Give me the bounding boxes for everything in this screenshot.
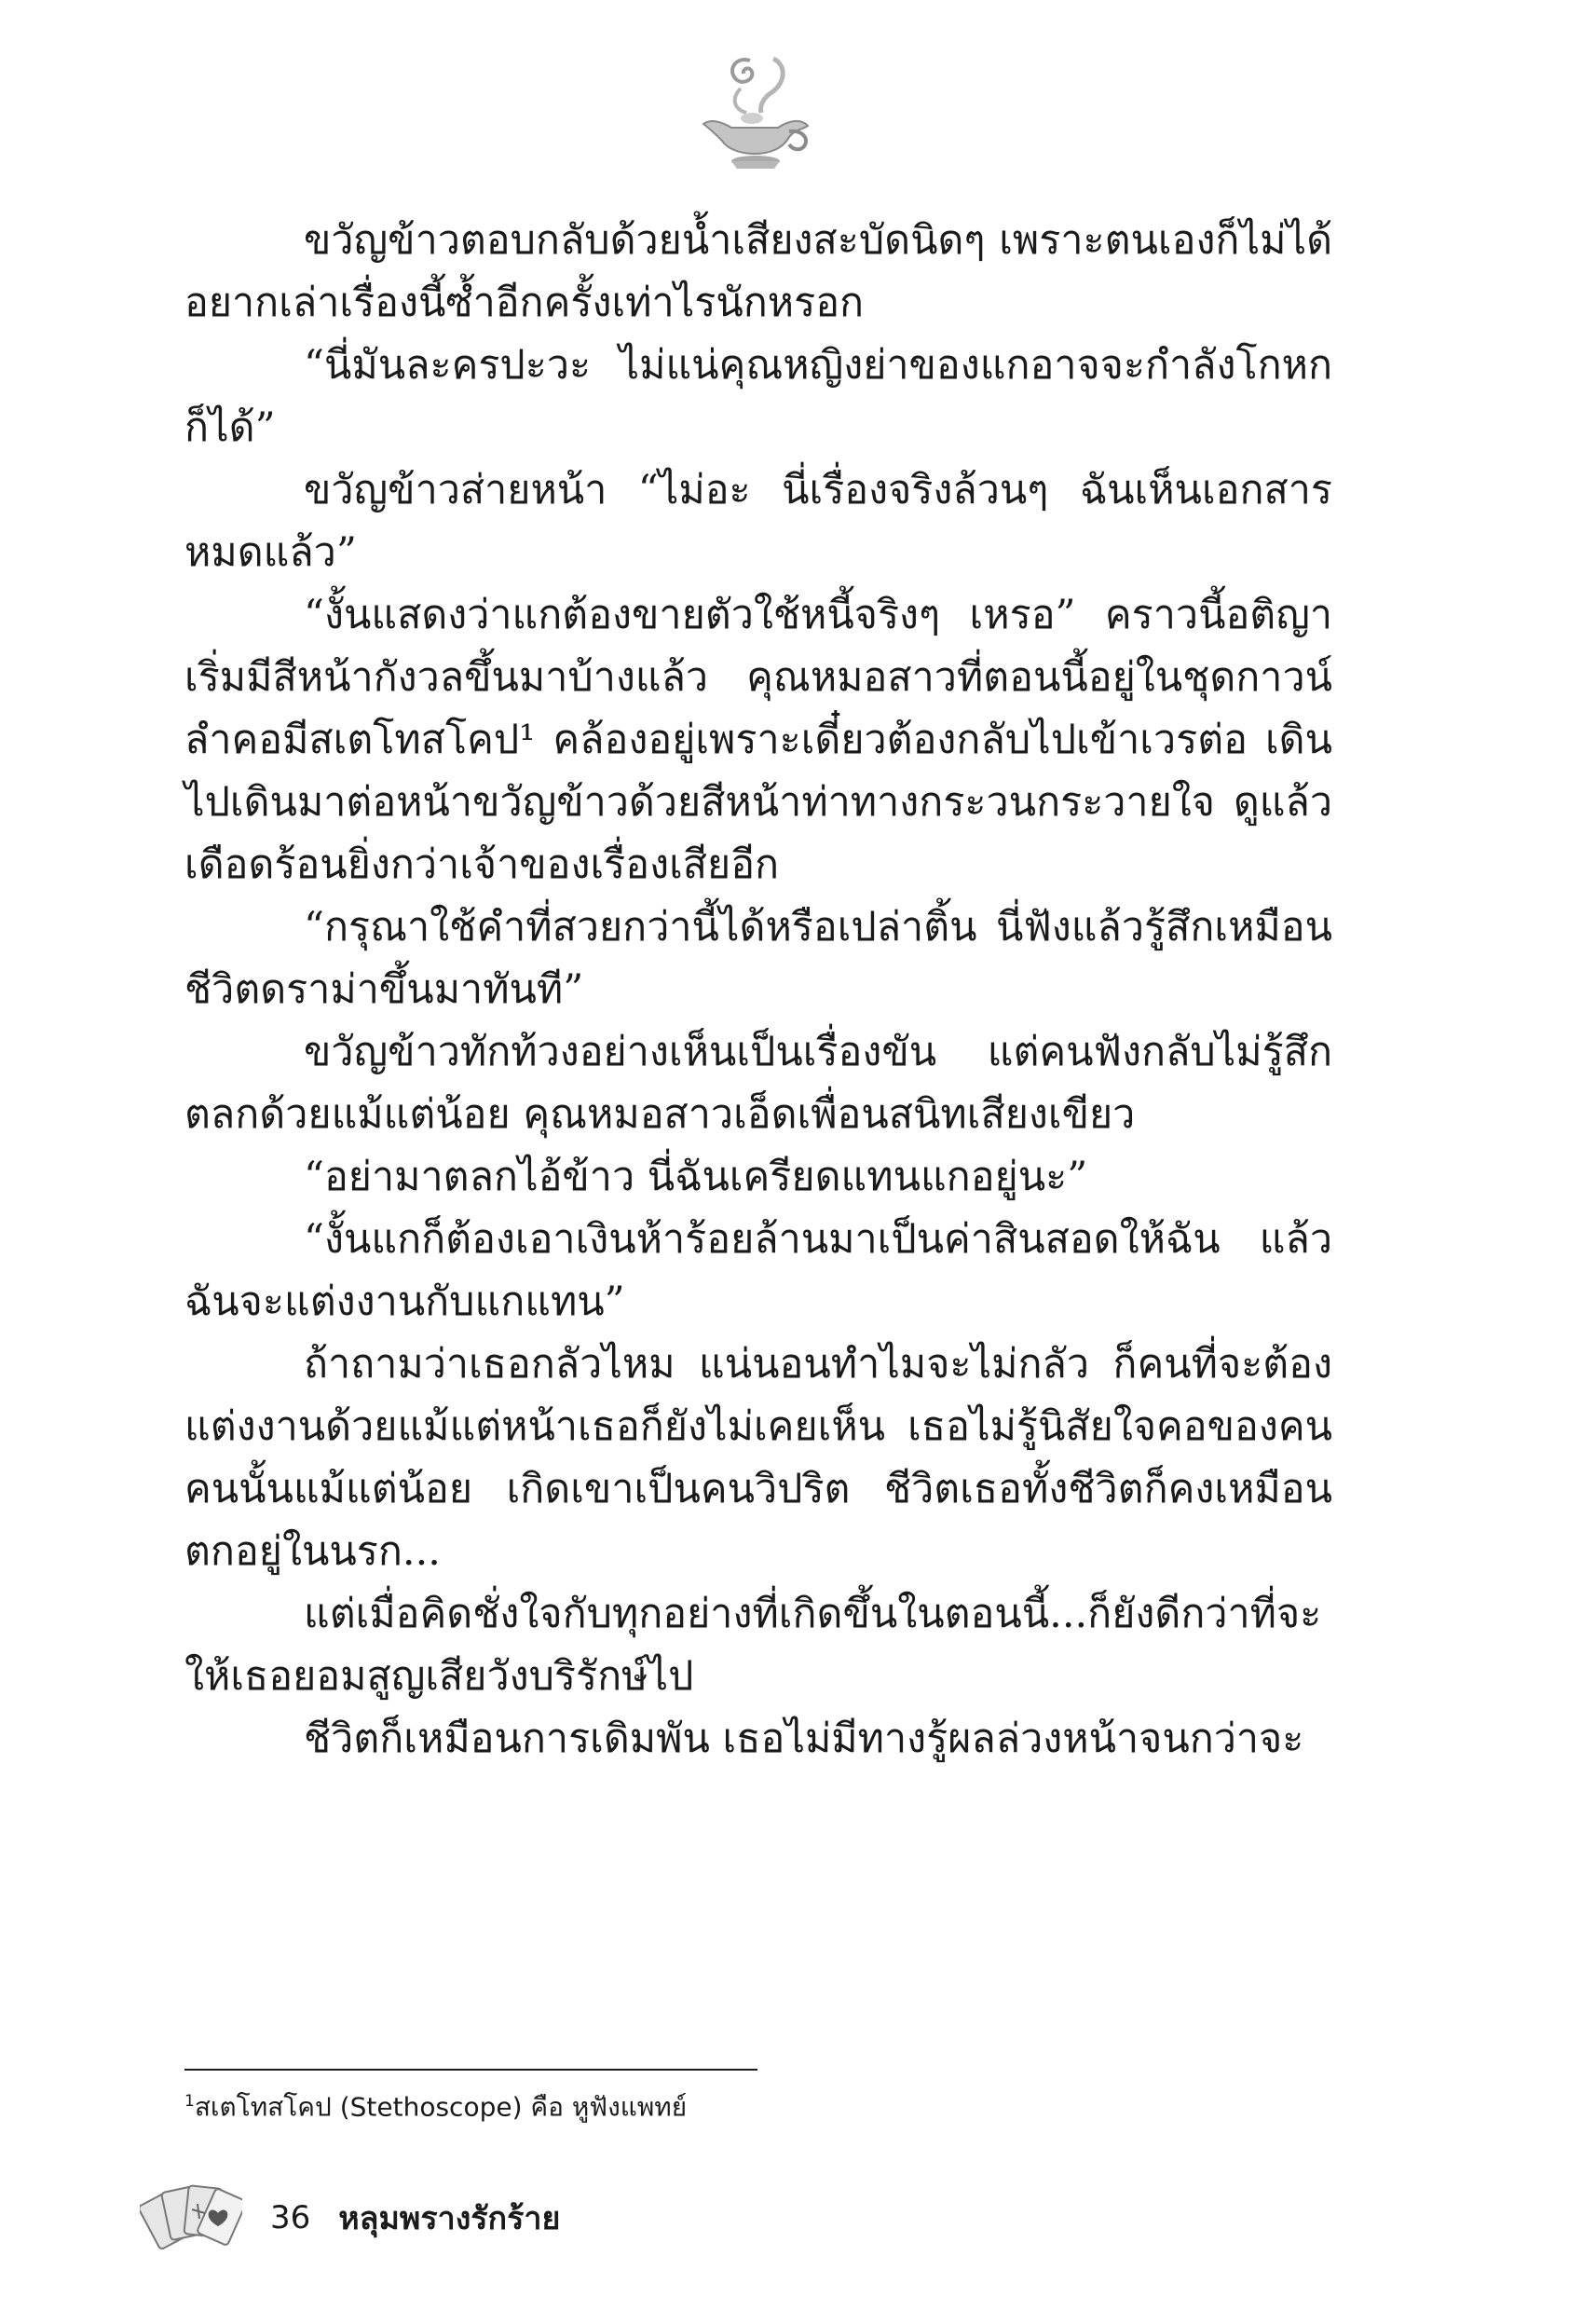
- paragraph: “กรุณาใช้คำที่สวยกว่านี้ได้หรือเปล่าติ้น นี่ฟังแล้วรู้สึกเหมือนชีวิตดราม่าขึ้นมาทันที”: [184, 904, 1332, 1013]
- playing-cards-icon: [140, 2176, 242, 2260]
- paragraph: “อย่ามาตลกไอ้ข้าว นี่ฉันเครียดแทนแกอยู่นะ”: [304, 1154, 1088, 1200]
- paragraph: “นี่มันละครปะวะ ไม่แน่คุณหญิงย่าของแกอาจจะกำลังโกหกก็ได้”: [184, 342, 1332, 451]
- paragraph: “งั้นแสดงว่าแกต้องขายตัวใช้หนี้จริงๆ เหรอ” คราวนี้อติญาเริ่มมีสีหน้ากังวลขึ้นมาบ้างแล้ว คุณหมอสาวที่ตอนนี้อยู่ในชุดกาวน์ ลำคอมีสเตโทสโคป¹ คล้องอยู่เพราะเดี๋ยวต้องกลับไปเข้าเวรต่อ เดินไปเดินมาต่อหน้าขวัญข้าวด้วยสีหน้าท่าทางกระวนกระวายใจ ดูแล้วเดือดร้อนยิ่งกว่าเจ้าของเรื่องเสียอีก: [184, 592, 1332, 888]
- paragraph: ขวัญข้าวส่ายหน้า “ไม่อะ นี่เรื่องจริงล้วนๆ ฉันเห็นเอกสารหมดแล้ว”: [184, 467, 1332, 576]
- paragraph: ขวัญข้าวตอบกลับด้วยน้ำเสียงสะบัดนิดๆ เพราะตนเองก็ไม่ได้อยากเล่าเรื่องนี้ซ้ำอีกครั้งเท่าไรนักหรอก: [184, 217, 1332, 326]
- paragraph: ขวัญข้าวทักท้วงอย่างเห็นเป็นเรื่องขัน แต่คนฟังกลับไม่รู้สึกตลกด้วยแม้แต่น้อย คุณหมอสาวเอ็ดเพื่อนสนิทเสียงเขียว: [184, 1029, 1332, 1138]
- body-text: [184, 210, 1332, 1771]
- footnote-divider: [184, 2069, 757, 2071]
- paragraph: “งั้นแกก็ต้องเอาเงินห้าร้อยล้านมาเป็นค่าสินสอดให้ฉัน แล้วฉันจะแต่งงานกับแกแทน”: [184, 1216, 1332, 1325]
- lamp-genie-icon: [685, 51, 825, 177]
- page-footer: [140, 2171, 560, 2264]
- paragraph: ถ้าถามว่าเธอกลัวไหม แน่นอนทำไมจะไม่กลัว ก็คนที่จะต้องแต่งงานด้วยแม้แต่หน้าเธอก็ยังไม่เคยเห็น เธอไม่รู้นิสัยใจคอของคนคนนั้นแม้แต่น้อย เกิดเขาเป็นคนวิปริต ชีวิตเธอทั้งชีวิตก็คงเหมือนตกอยู่ในนรก...: [184, 1341, 1332, 1575]
- book-title: หลุมพรางรักร้าย: [338, 2200, 561, 2237]
- page-number: 36: [270, 2199, 311, 2236]
- paragraph: แต่เมื่อคิดชั่งใจกับทุกอย่างที่เกิดขึ้นในตอนนี้...ก็ยังดีกว่าที่จะให้เธอยอมสูญเสียวังบริรักษ์ไป: [184, 1591, 1322, 1700]
- footnote: [184, 2081, 1303, 2127]
- footnote-marker: 1: [184, 2092, 195, 2111]
- footnote-text: สเตโทสโคป (Stethoscope) คือ หูฟังแพทย์: [194, 2091, 688, 2123]
- paragraph: ชีวิตก็เหมือนการเดิมพัน เธอไม่มีทางรู้ผลล่วงหน้าจนกว่าจะ: [304, 1716, 1304, 1762]
